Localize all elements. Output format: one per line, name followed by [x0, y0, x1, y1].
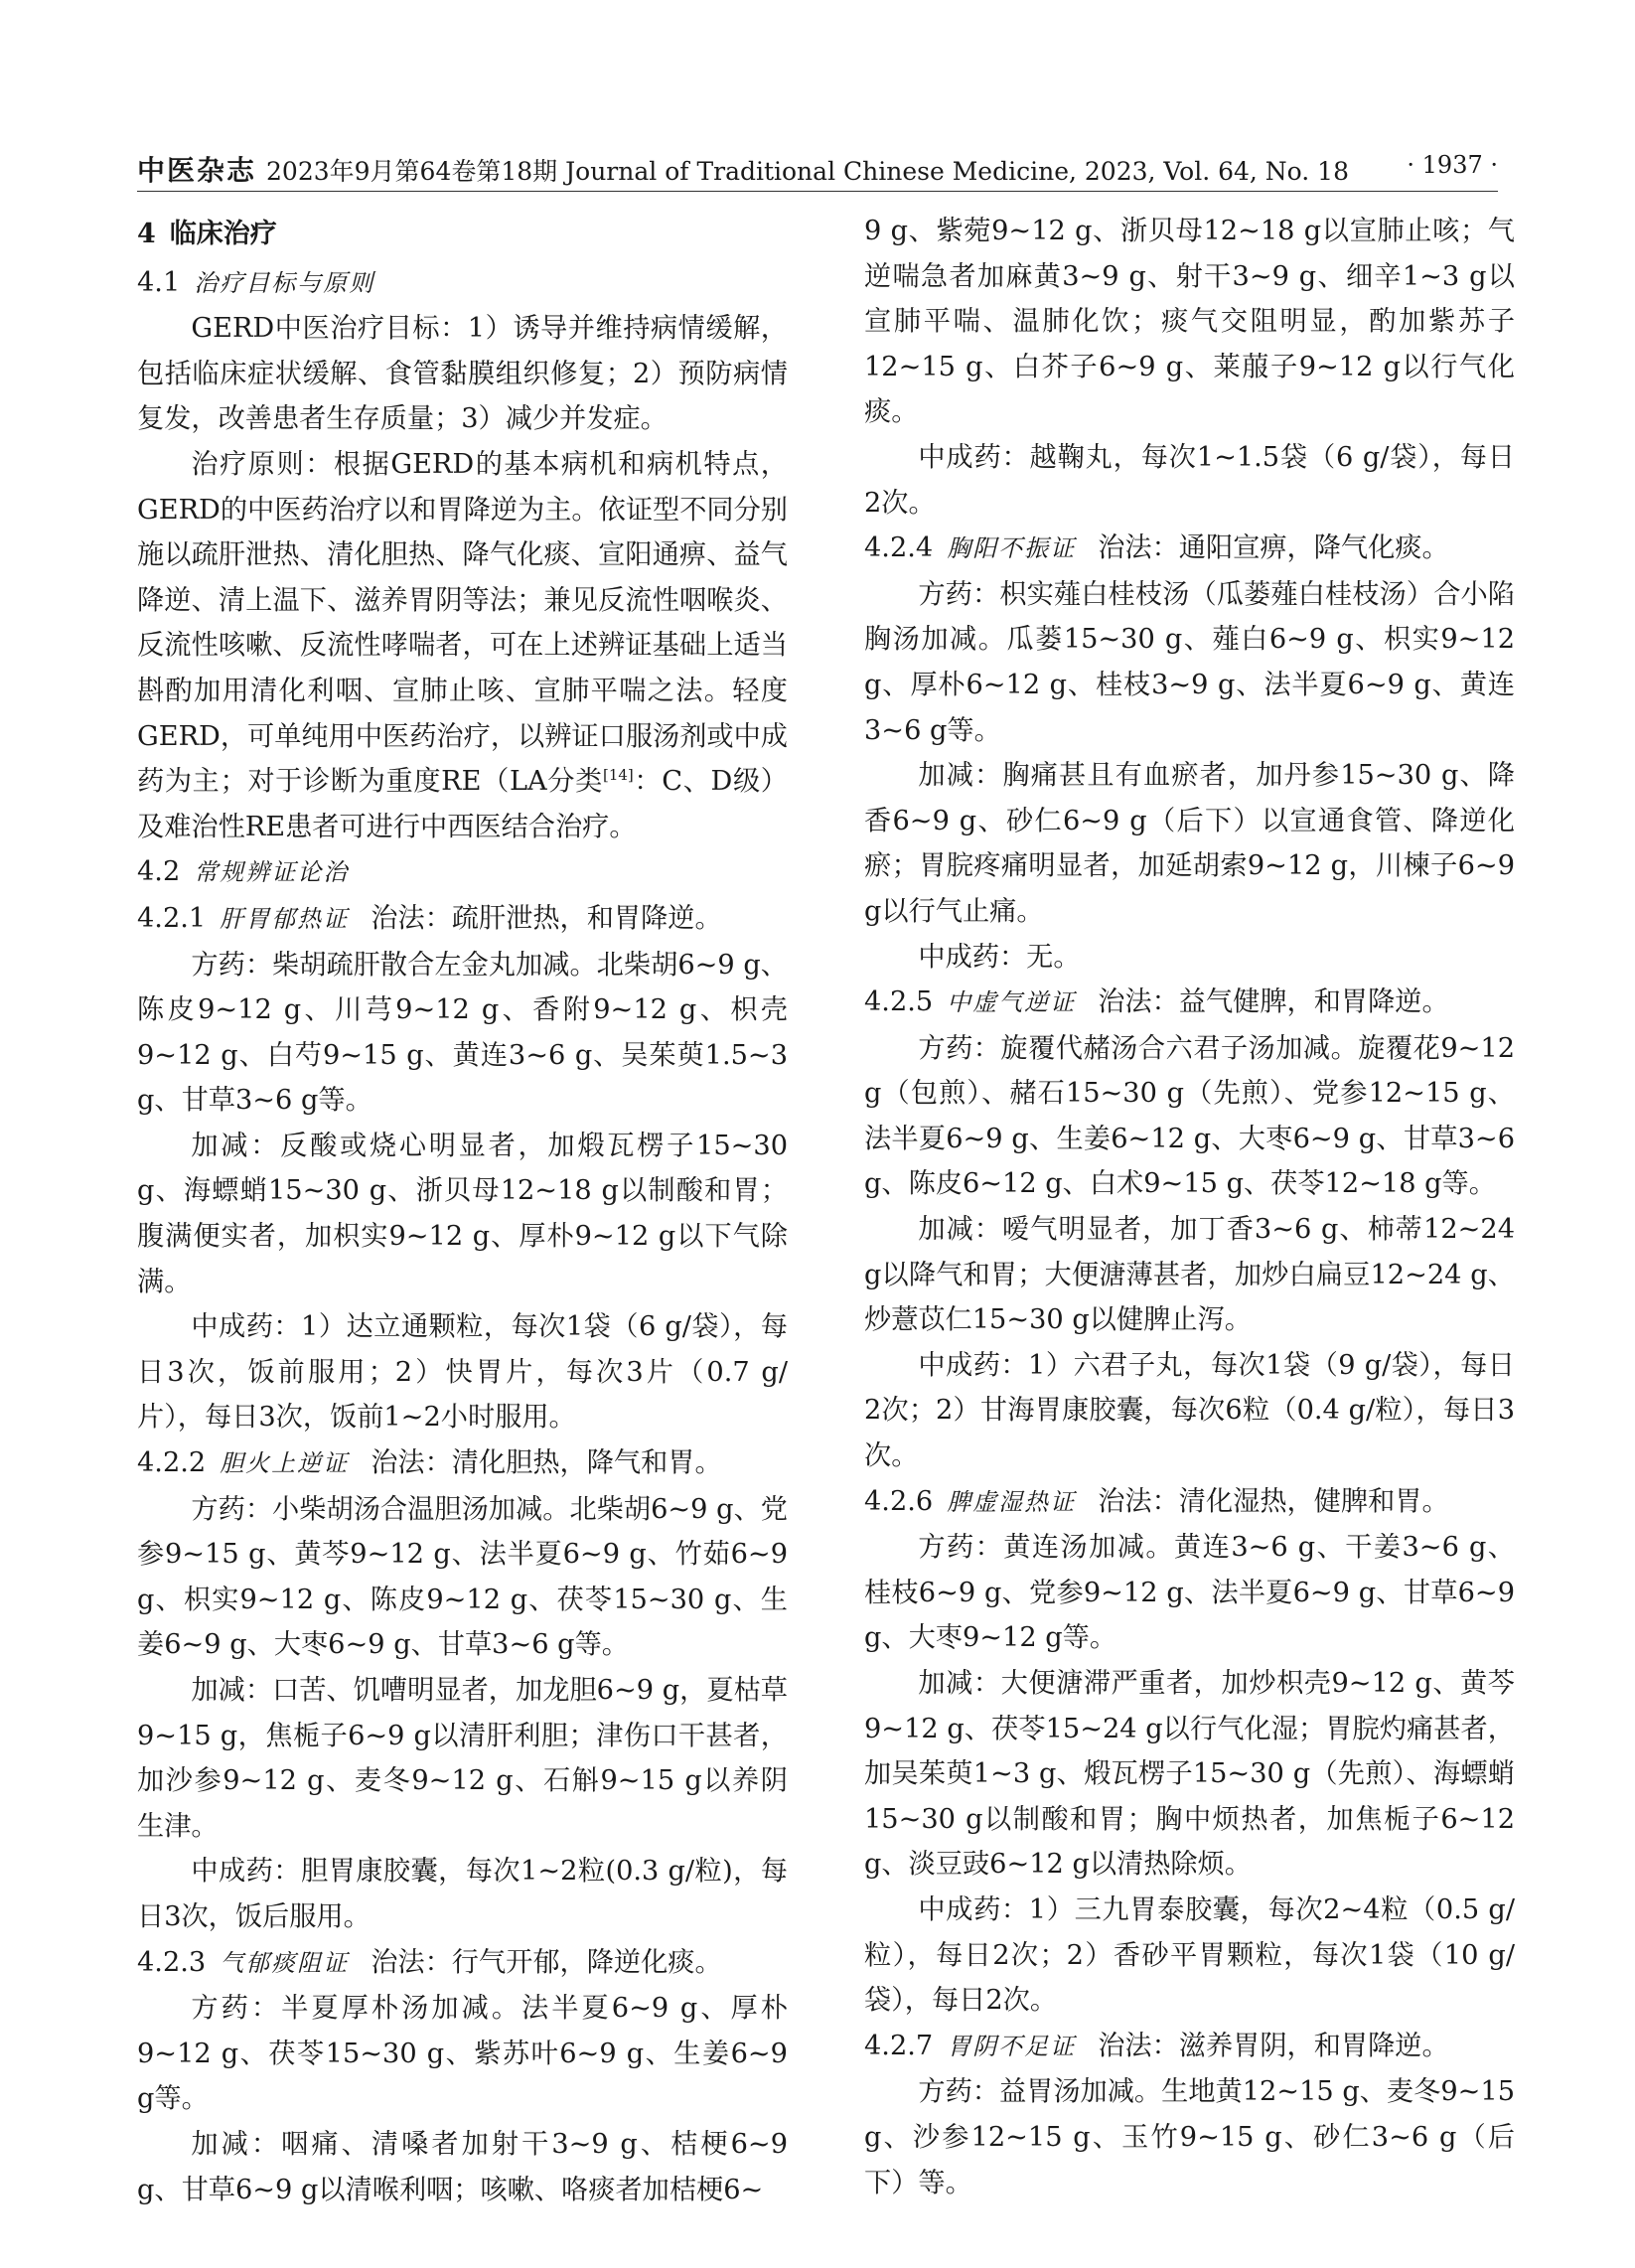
paragraph-formula: 方药：柴胡疏肝散合左金丸加减。北柴胡6~9 g、陈皮9~12 g、川芎9~12 g、香附9~12 g、枳壳9~12 g、白芍9~15 g、黄连3~6 g、吴茱萸1.5~3 g、甘草3~6 g等。	[137, 949, 788, 1117]
syndrome-heading-4-2-1	[137, 896, 788, 943]
syndrome-heading-4-2-2	[137, 1440, 788, 1487]
syndrome-title: 胆火上逆证	[220, 1449, 350, 1478]
paragraph-patent-medicine: 中成药：1）三九胃泰胶囊，每次2~4粒（0.5 g/粒），每日2次；2）香砂平胃颗粒，每次1袋（10 g/袋），每日2次。	[864, 1893, 1515, 2017]
subsection-number: 4.1	[137, 266, 181, 298]
header-citation: 2023年9月第64卷第18期 Journal of Traditional Chinese Medicine, 2023, Vol. 64, No. 18	[266, 157, 1349, 186]
treatment-method: 治法：滋养胃阴，和胃降逆。	[1098, 2030, 1449, 2061]
syndrome-title: 肝胃郁热证	[220, 904, 350, 933]
treatment-method: 治法：益气健脾，和胃降逆。	[1098, 986, 1449, 1018]
syndrome-heading-4-2-4	[864, 526, 1515, 572]
paragraph-patent-medicine: 中成药：无。	[918, 941, 1081, 973]
paragraph-modification: 加减：胸痛甚且有血瘀者，加丹参15~30 g、降香6~9 g、砂仁6~9 g（后下）以宣通食管、降逆化瘀；胃脘疼痛明显者，加延胡索9~12 g，川楝子6~9 g以行气止痛。	[864, 760, 1515, 927]
paragraph-patent-medicine: 中成药：越鞠丸，每次1~1.5袋（6 g/袋），每日2次。	[864, 441, 1515, 519]
principles-text-a: 治疗原则：根据GERD的基本病机和病机特点，GERD的中医药治疗以和胃降逆为主。依证型不同分别施以疏肝泄热、清化胆热、降气化痰、宣阳通痹、益气降逆、清上温下、滋养胃阴等法；兼见反流性咽喉炎、反流性咳嗽、反流性哮喘者，可在上述辨证基础上适当斟酌加用清化利咽、宣肺止咳、宣肺平喘之法。轻度GERD，可单纯用中医药治疗，以辨证口服汤剂或中成药为主；对于诊断为重度RE（LA分类	[137, 448, 788, 798]
paragraph-treatment-principles	[137, 442, 788, 849]
subsection-title: 常规辨证论治	[194, 858, 350, 887]
treatment-method: 治法：通阳宣痹，降气化痰。	[1098, 532, 1449, 564]
section-number: 4	[137, 219, 156, 249]
subsection-title: 治疗目标与原则	[194, 268, 375, 297]
paragraph-formula: 方药：旋覆代赭汤合六君子汤加减。旋覆花9~12 g（包煎）、赭石15~30 g（先煎）、党参12~15 g、法半夏6~9 g、生姜6~12 g、大枣6~9 g、甘草3~6 g、陈皮6~12 g、白术9~15 g、茯苓12~18 g等。	[864, 1032, 1515, 1200]
section-title: 临床治疗	[169, 219, 277, 249]
paragraph-modification: 加减：反酸或烧心明显者，加煅瓦楞子15~30 g、海螵蛸15~30 g、浙贝母12~18 g以制酸和胃；腹满便实者，加枳实9~12 g、厚朴9~12 g以下气除满。	[137, 1130, 788, 1297]
left-column	[137, 209, 788, 2212]
paragraph-formula: 方药：小柴胡汤合温胆汤加减。北柴胡6~9 g、党参9~15 g、黄芩9~12 g、法半夏6~9 g、竹茹6~9 g、枳实9~12 g、陈皮9~12 g、茯苓15~30 g、生姜6~9 g、大枣6~9 g、甘草3~6 g等。	[137, 1493, 788, 1661]
subsection-heading-4-2	[137, 849, 788, 896]
paragraph-modification: 加减：嗳气明显者，加丁香3~6 g、柿蒂12~24 g以降气和胃；大便溏薄甚者，加炒白扁豆12~24 g、炒薏苡仁15~30 g以健脾止泻。	[864, 1214, 1515, 1336]
journal-brand: 中医杂志	[137, 154, 257, 187]
syndrome-heading-4-2-6	[864, 1479, 1515, 1526]
page-number: · 1937 ·	[1407, 151, 1498, 179]
syndrome-number: 4.2.4	[864, 532, 934, 564]
paragraph-formula: 方药：枳实薤白桂枝汤（瓜蒌薤白桂枝汤）合小陷胸汤加减。瓜蒌15~30 g、薤白6~9 g、枳实9~12 g、厚朴6~12 g、桂枝3~9 g、法半夏6~9 g、黄连3~6 g等。	[864, 578, 1515, 746]
subsection-number: 4.2	[137, 856, 181, 888]
paragraph-formula: 方药：益胃汤加减。生地黄12~15 g、麦冬9~15 g、沙参12~15 g、玉竹9~15 g、砂仁3~6 g（后下）等。	[864, 2076, 1515, 2198]
syndrome-title: 脾虚湿热证	[947, 1487, 1077, 1516]
treatment-method: 治法：行气开郁，降逆化痰。	[371, 1946, 722, 1978]
syndrome-title: 胸阳不振证	[947, 534, 1077, 563]
syndrome-title: 气郁痰阻证	[220, 1948, 350, 1977]
paragraph-modification-continued: 9 g、紫菀9~12 g、浙贝母12~18 g以宣肺止咳；气逆喘急者加麻黄3~9 g、射干3~9 g、细辛1~3 g以宣肺平喘、温肺化饮；痰气交阻明显，酌加紫苏子12~15 g、白芥子6~9 g、莱菔子9~12 g以行气化痰。	[864, 216, 1515, 428]
header-left	[137, 149, 1349, 189]
paragraph-patent-medicine: 中成药：胆胃康胶囊，每次1~2粒(0.3 g/粒)，每日3次，饭后服用。	[137, 1856, 788, 1932]
paragraph-modification: 加减：咽痛、清嗓者加射干3~9 g、桔梗6~9 g、甘草6~9 g以清喉利咽；咳嗽、咯痰者加桔梗6~	[137, 2128, 788, 2205]
paragraph-formula: 方药：黄连汤加减。黄连3~6 g、干姜3~6 g、桂枝6~9 g、党参9~12 g、法半夏6~9 g、甘草6~9 g、大枣9~12 g等。	[864, 1532, 1515, 1654]
right-column	[864, 209, 1515, 2205]
syndrome-heading-4-2-5	[864, 980, 1515, 1026]
reference-marker: [14]	[602, 766, 634, 785]
syndrome-heading-4-2-7	[864, 2024, 1515, 2070]
subsection-heading-4-1	[137, 260, 788, 307]
paragraph-modification: 加减：大便溏滞严重者，加炒枳壳9~12 g、黄芩9~12 g、茯苓15~24 g以行气化湿；胃脘灼痛甚者，加吴茱萸1~3 g、煅瓦楞子15~30 g（先煎）、海螵蛸15~30 g以制酸和胃；胸中烦热者，加焦栀子6~12 g、淡豆豉6~12 g以清热除烦。	[864, 1668, 1515, 1881]
principles-text-b: ：C、D级）及难治性RE患者可进行中西医结合治疗。	[137, 766, 788, 842]
page-header	[137, 149, 1498, 192]
syndrome-title: 中虚气逆证	[947, 988, 1077, 1017]
syndrome-heading-4-2-3	[137, 1940, 788, 1987]
syndrome-number: 4.2.7	[864, 2030, 934, 2061]
paragraph-modification: 加减：口苦、饥嘈明显者，加龙胆6~9 g，夏枯草9~15 g，焦栀子6~9 g以清肝利胆；津伤口干甚者，加沙参9~12 g、麦冬9~12 g、石斛9~15 g以养阴生津。	[137, 1675, 788, 1842]
syndrome-number: 4.2.1	[137, 902, 207, 934]
treatment-method: 治法：疏肝泄热，和胃降逆。	[371, 902, 722, 934]
syndrome-title: 胃阴不足证	[947, 2032, 1077, 2060]
syndrome-number: 4.2.6	[864, 1485, 934, 1517]
paragraph-patent-medicine: 中成药：1）六君子丸，每次1袋（9 g/袋），每日2次；2）甘海胃康胶囊，每次6粒（0.4 g/粒），每日3次。	[864, 1349, 1515, 1472]
syndrome-number: 4.2.3	[137, 1946, 207, 1978]
syndrome-number: 4.2.5	[864, 986, 934, 1018]
syndrome-number: 4.2.2	[137, 1447, 207, 1479]
paragraph-patent-medicine: 中成药：1）达立通颗粒，每次1袋（6 g/袋），每日3次，饭前服用；2）快胃片，每次3片（0.7 g/片），每日3次，饭前1~2小时服用。	[137, 1311, 788, 1434]
treatment-method: 治法：清化胆热，降气和胃。	[371, 1447, 722, 1479]
treatment-method: 治法：清化湿热，健脾和胃。	[1098, 1485, 1449, 1517]
section-heading-4	[137, 212, 788, 257]
paragraph-treatment-goals: GERD中医治疗目标：1）诱导并维持病情缓解，包括临床症状缓解、食管黏膜组织修复；2）预防病情复发，改善患者生存质量；3）减少并发症。	[137, 313, 788, 435]
paragraph-formula: 方药：半夏厚朴汤加减。法半夏6~9 g、厚朴9~12 g、茯苓15~30 g、紫苏叶6~9 g、生姜6~9 g等。	[137, 1993, 788, 2115]
